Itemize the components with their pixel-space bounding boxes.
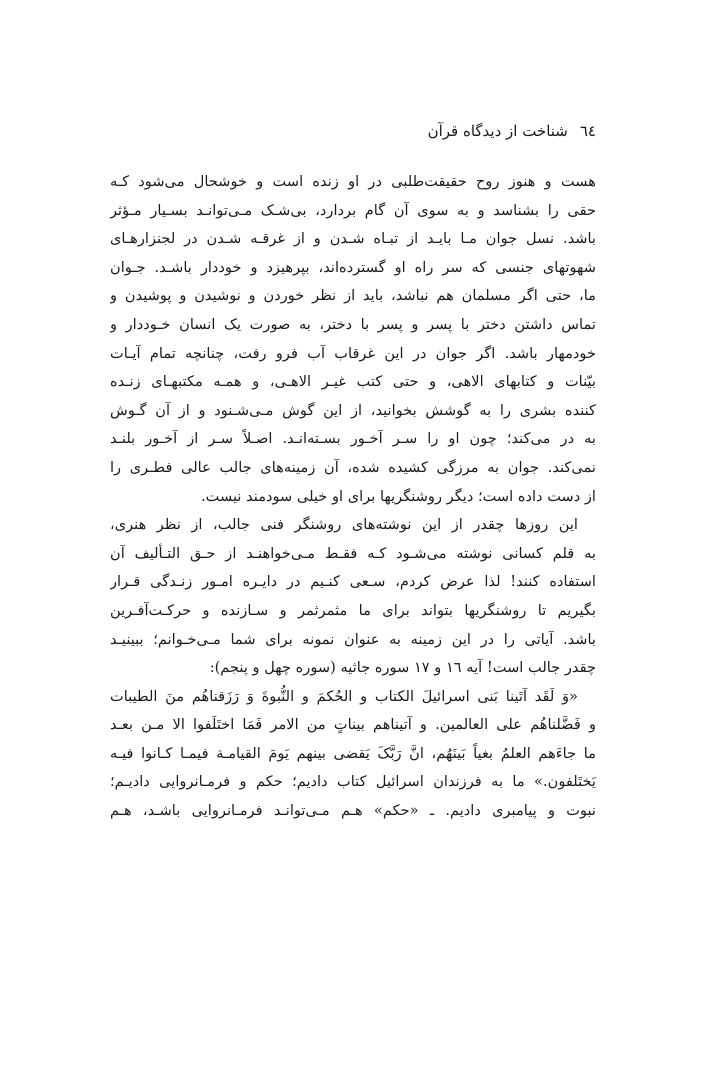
text-line: حقی را بشناسد و به سوی آن گام بردارد، بی‌شـک مـی‌توانـد بسـیار مـؤثر bbox=[110, 201, 596, 219]
text-line: یَختَلفون.» ما به فرزندان اسرائیل کتاب دادیم؛ حکم و فرمـانروایی دادیـم؛ bbox=[110, 773, 596, 791]
text-line: ما، حتی اگر مسلمان هم نباشد، باید از نظر خوردن و نوشیدن و پوشیدن و bbox=[110, 287, 596, 305]
text-line: از دست داده است؛ دیگر روشنگریها برای او خیلی سودمند نیست. bbox=[201, 487, 596, 505]
running-title: شناخت از دیدگاه قرآن bbox=[427, 122, 568, 140]
text-line: ما جاءَهم العلمُ بغیاً بَینَهُم، انَّ رَبَّکَ یَقضی بینهم یَومَ القیامـة فیمـا کـانوا فیـه bbox=[110, 744, 596, 762]
text-line: کننده بشری را به گوشش بخوانید، از این گوش مـی‌شـنود و از آن گـوش bbox=[110, 401, 596, 419]
text-line: خودمهار باشد. اگر جوان در این غرقاب آب فرو رفت، چنانچه تمام آیـات bbox=[110, 344, 596, 362]
page-body-text bbox=[110, 168, 596, 826]
text-line: این روزها چقدر از این نوشته‌های روشنگر فنی جالب، از نظر هنری، bbox=[110, 516, 578, 534]
text-line: به قلم کسانی نوشته می‌شـود کـه فقـط مـی‌خواهنـد از حـق التـألیف آن bbox=[110, 544, 596, 562]
page-number: ٦٤ bbox=[579, 122, 596, 140]
text-line: چقدر جالب است! آیه ١٦ و ١٧ سوره جاثیه (سوره چهل و پنجم): bbox=[209, 659, 596, 677]
text-line: «وَ لَقَد آتَینا بَنی اسرائیلَ الکتاب و الحُکمَ و النُّبوةَ وَ رَزَقناهُم منَ الطیبات bbox=[110, 687, 578, 705]
text-line: هست و هنوز روح حقیقت‌طلبی در او زنده است و خوشحال می‌شود کـه bbox=[110, 173, 596, 190]
text-line: شهوتهای جنسی که سر راه او گسترده‌اند، بپرهیزد و خوددار باشـد. جـوان bbox=[110, 258, 596, 276]
text-line: بگیریم تا روشنگریها بتواند برای ما مثمرثمر و سـازنده و حرکـت‌آفـرین bbox=[110, 601, 596, 619]
text-line: نبوت و پیامبری دادیم. ـ «حکم» هـم مـی‌توانـد فرمـانروایی باشـد، هـم bbox=[110, 802, 596, 820]
text-line: استفاده کنند! لذا عرض کردم، سـعی کنـیم در دایـره امـور زنـدگی قـرار bbox=[110, 573, 596, 591]
text-line: باشد. نسل جوان مـا بایـد از تبـاه شـدن و از غرقـه شـدن در لجنزارهـای bbox=[110, 230, 596, 248]
running-header bbox=[112, 120, 596, 142]
text-line: به در می‌کند؛ چون او را سـر آخـور بسـته‌انـد. اصـلاً سـر از آخـور بلنـد bbox=[110, 430, 596, 448]
text-line: نمی‌کند. جوان به مرزگی کشیده شده، آن زمینه‌های جالب عالی فطـری را bbox=[110, 458, 596, 476]
text-line: و فَضَّلناهُم علی العالمین. و آتیناهم بیناتٍ من الامر فَمَا اختَلَفوا الا مـن بعـد bbox=[110, 716, 596, 734]
text-line: تماس داشتن دختر با پسر و پسر با دختر، به صورت یک انسان خـوددار و bbox=[110, 315, 596, 333]
text-line: باشد. آیاتی را در این زمینه به عنوان نمونه برای شما مـی‌خـوانم؛ ببینیـد bbox=[110, 630, 596, 648]
text-line: بیّنات و کتابهای الاهی، و حتی کتب غیـر الاهـی، و همـه مکتبهـای زنـده bbox=[110, 373, 596, 391]
